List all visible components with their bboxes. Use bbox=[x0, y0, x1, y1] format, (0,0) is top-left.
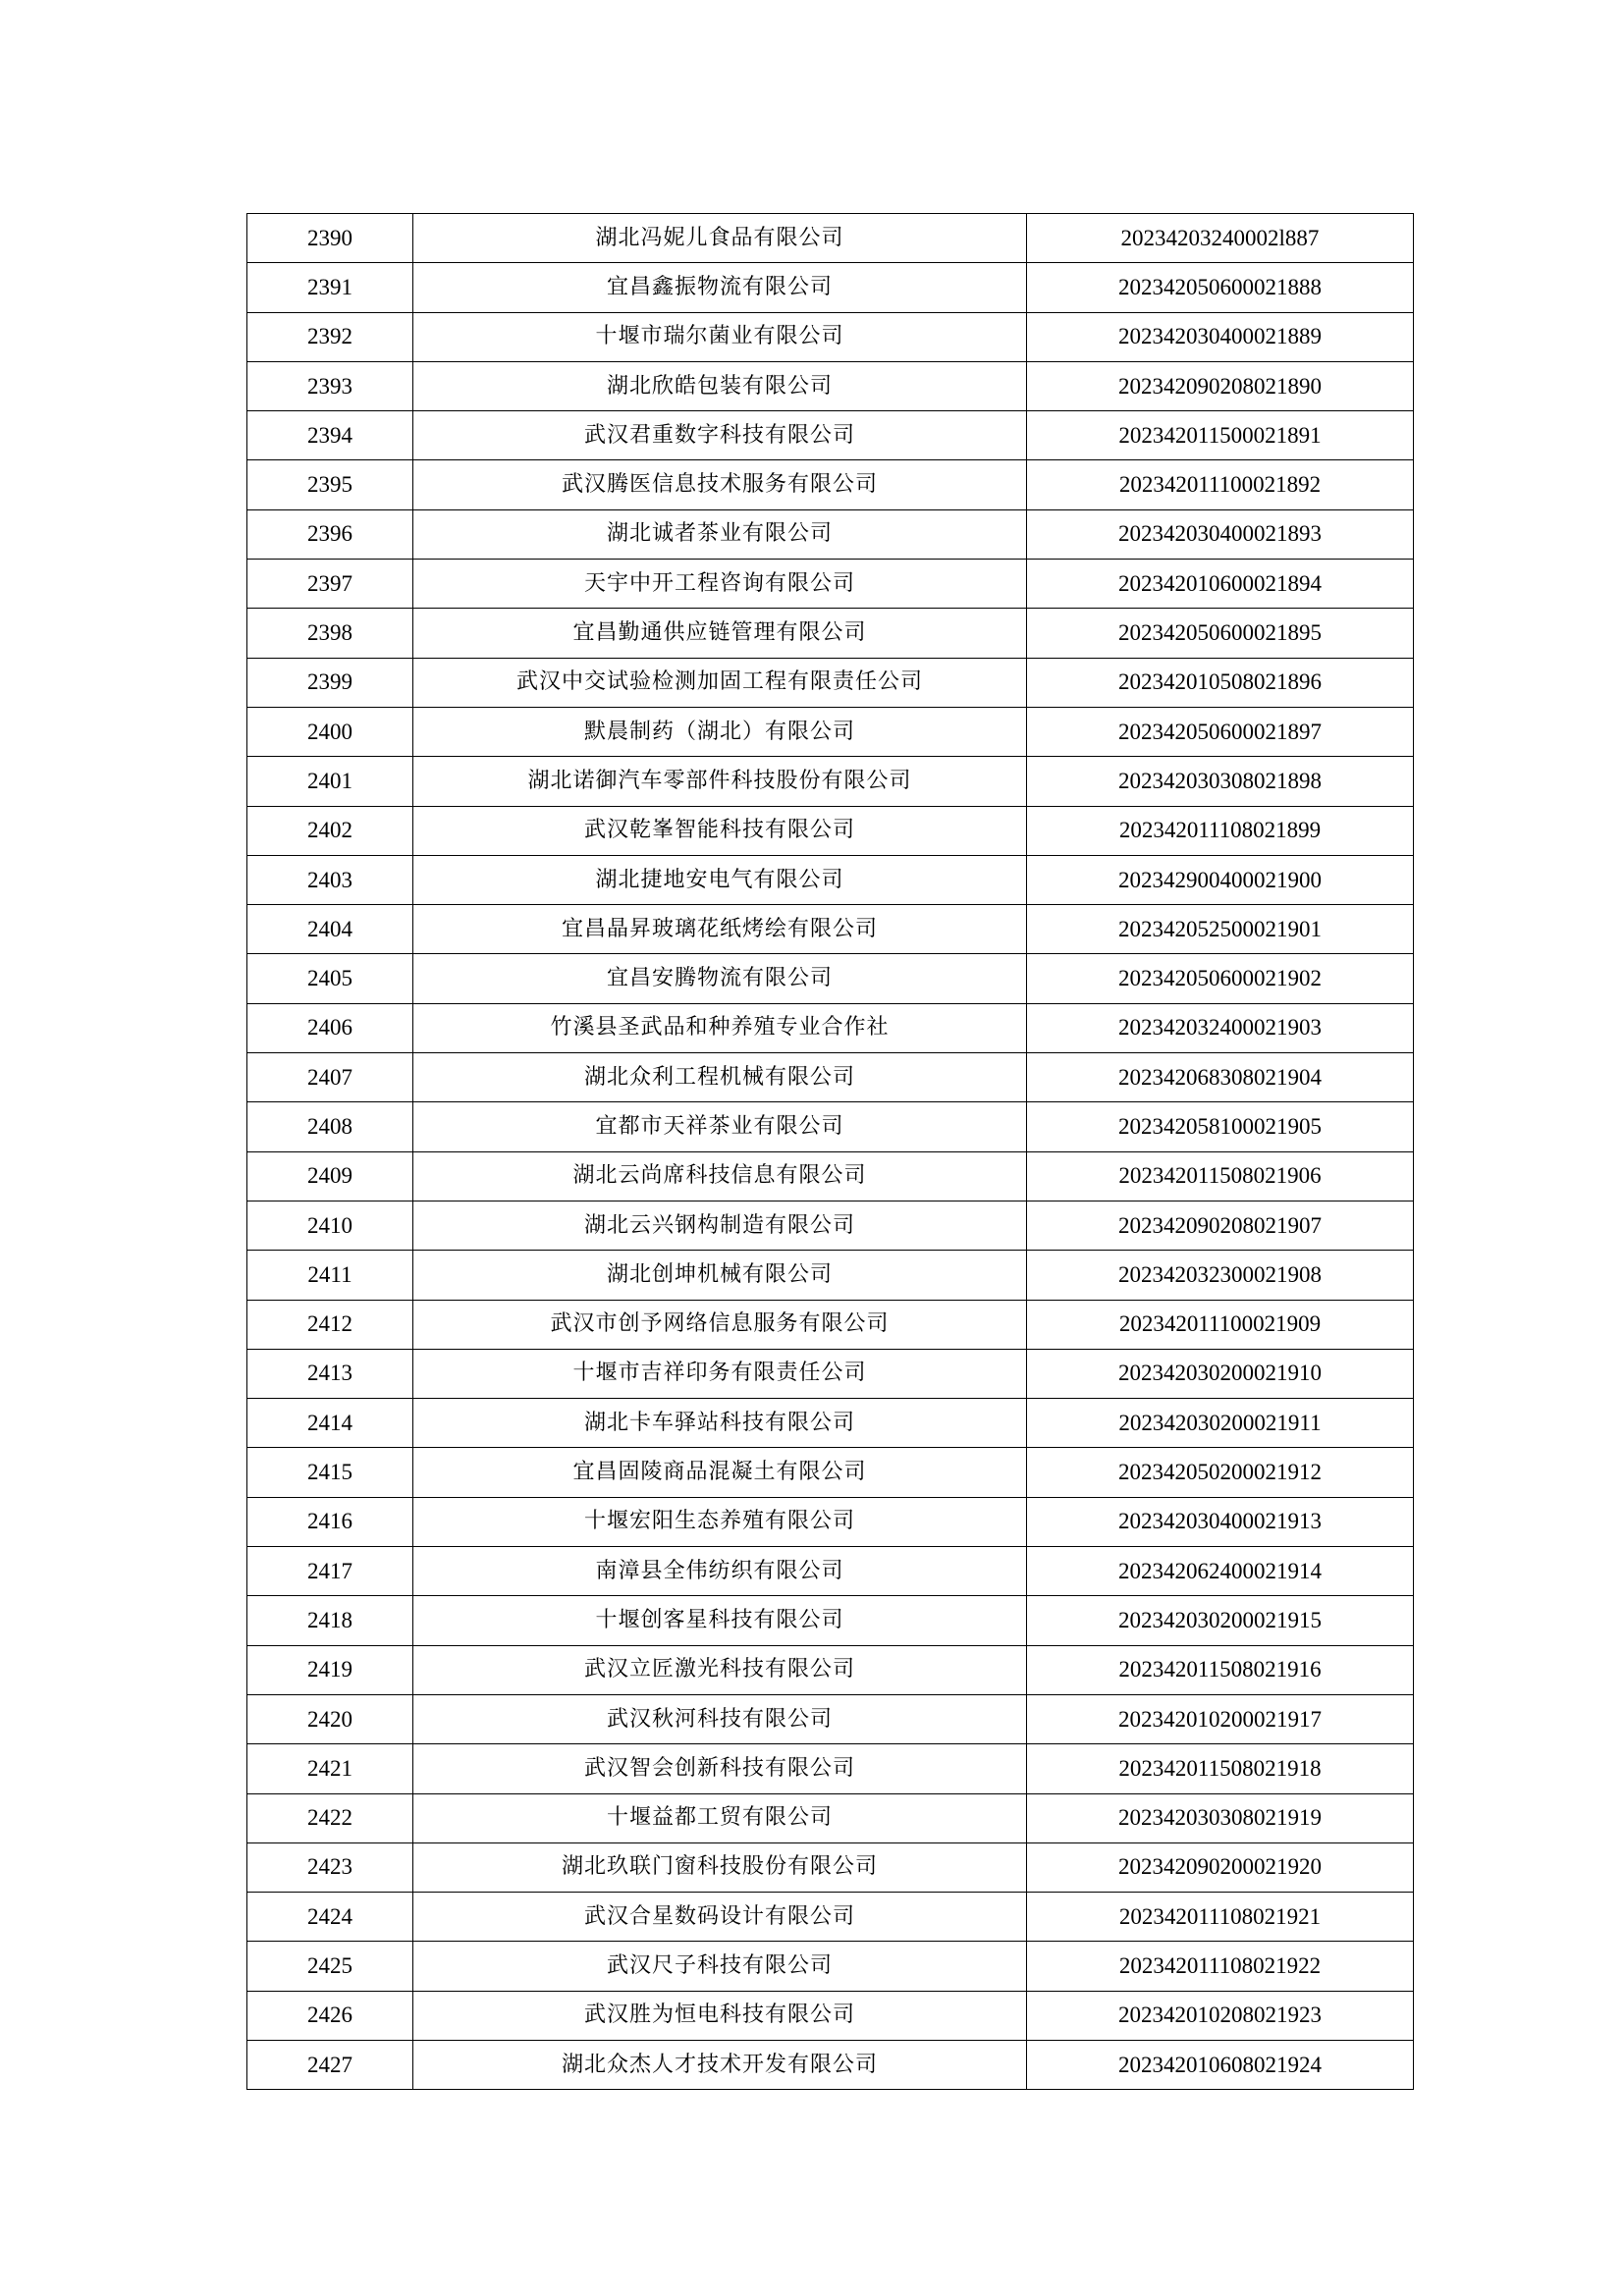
table-row bbox=[247, 214, 1414, 263]
table-row bbox=[247, 1596, 1414, 1645]
table-row bbox=[247, 707, 1414, 756]
company-registry-table bbox=[246, 213, 1414, 2090]
row-index-cell: 2410 bbox=[247, 1201, 413, 1250]
company-name-cell: 宜都市天祥茶业有限公司 bbox=[413, 1102, 1027, 1151]
registration-code-cell: 202342030200021910 bbox=[1027, 1349, 1414, 1398]
row-index-cell: 2424 bbox=[247, 1893, 413, 1942]
registration-code-cell: 202342011508021916 bbox=[1027, 1645, 1414, 1694]
table-row bbox=[247, 1349, 1414, 1398]
row-index-cell: 2416 bbox=[247, 1497, 413, 1546]
registration-code-cell: 202342052500021901 bbox=[1027, 905, 1414, 954]
registration-code-cell: 202342010600021894 bbox=[1027, 560, 1414, 609]
row-index-cell: 2413 bbox=[247, 1349, 413, 1398]
registration-code-cell: 202342011500021891 bbox=[1027, 411, 1414, 460]
table-row bbox=[247, 1942, 1414, 1991]
table-row bbox=[247, 658, 1414, 707]
table-row bbox=[247, 1053, 1414, 1102]
table-row bbox=[247, 1399, 1414, 1448]
row-index-cell: 2395 bbox=[247, 460, 413, 509]
row-index-cell: 2409 bbox=[247, 1151, 413, 1201]
table-row bbox=[247, 1991, 1414, 2040]
company-name-cell: 武汉立匠激光科技有限公司 bbox=[413, 1645, 1027, 1694]
registration-code-cell: 202342030308021919 bbox=[1027, 1793, 1414, 1842]
row-index-cell: 2423 bbox=[247, 1842, 413, 1892]
row-index-cell: 2415 bbox=[247, 1448, 413, 1497]
row-index-cell: 2421 bbox=[247, 1744, 413, 1793]
company-name-cell: 湖北卡车驿站科技有限公司 bbox=[413, 1399, 1027, 1448]
table-row bbox=[247, 1003, 1414, 1052]
registration-code-cell: 202342011108021899 bbox=[1027, 806, 1414, 855]
row-index-cell: 2419 bbox=[247, 1645, 413, 1694]
company-name-cell: 宜昌勤通供应链管理有限公司 bbox=[413, 609, 1027, 658]
row-index-cell: 2392 bbox=[247, 312, 413, 361]
registration-code-cell: 202342032300021908 bbox=[1027, 1251, 1414, 1300]
company-name-cell: 宜昌安腾物流有限公司 bbox=[413, 954, 1027, 1003]
row-index-cell: 2426 bbox=[247, 1991, 413, 2040]
company-name-cell: 武汉市创予网络信息服务有限公司 bbox=[413, 1300, 1027, 1349]
company-name-cell: 武汉秋河科技有限公司 bbox=[413, 1694, 1027, 1743]
row-index-cell: 2400 bbox=[247, 707, 413, 756]
row-index-cell: 2422 bbox=[247, 1793, 413, 1842]
row-index-cell: 2390 bbox=[247, 214, 413, 263]
table-row bbox=[247, 263, 1414, 312]
company-name-cell: 湖北众杰人才技术开发有限公司 bbox=[413, 2040, 1027, 2089]
row-index-cell: 2401 bbox=[247, 757, 413, 806]
company-name-cell: 默晨制药（湖北）有限公司 bbox=[413, 707, 1027, 756]
row-index-cell: 2418 bbox=[247, 1596, 413, 1645]
company-name-cell: 湖北捷地安电气有限公司 bbox=[413, 855, 1027, 904]
registration-code-cell: 202342010200021917 bbox=[1027, 1694, 1414, 1743]
table-row bbox=[247, 1793, 1414, 1842]
company-name-cell: 湖北创坤机械有限公司 bbox=[413, 1251, 1027, 1300]
company-name-cell: 湖北众利工程机械有限公司 bbox=[413, 1053, 1027, 1102]
registration-code-cell: 202342011108021922 bbox=[1027, 1942, 1414, 1991]
table-row bbox=[247, 1448, 1414, 1497]
table-row bbox=[247, 560, 1414, 609]
row-index-cell: 2398 bbox=[247, 609, 413, 658]
company-name-cell: 十堰创客星科技有限公司 bbox=[413, 1596, 1027, 1645]
registration-code-cell: 202342010508021896 bbox=[1027, 658, 1414, 707]
registration-code-cell: 202342068308021904 bbox=[1027, 1053, 1414, 1102]
row-index-cell: 2396 bbox=[247, 509, 413, 559]
registration-code-cell: 202342058100021905 bbox=[1027, 1102, 1414, 1151]
table-row bbox=[247, 954, 1414, 1003]
table-row bbox=[247, 361, 1414, 410]
table-row bbox=[247, 1201, 1414, 1250]
row-index-cell: 2427 bbox=[247, 2040, 413, 2089]
registration-code-cell: 202342030400021893 bbox=[1027, 509, 1414, 559]
company-name-cell: 武汉合星数码设计有限公司 bbox=[413, 1893, 1027, 1942]
registration-code-cell: 202342030400021889 bbox=[1027, 312, 1414, 361]
row-index-cell: 2412 bbox=[247, 1300, 413, 1349]
company-name-cell: 武汉腾医信息技术服务有限公司 bbox=[413, 460, 1027, 509]
company-name-cell: 湖北云尚席科技信息有限公司 bbox=[413, 1151, 1027, 1201]
table-row bbox=[247, 806, 1414, 855]
table-row bbox=[247, 509, 1414, 559]
registration-code-cell: 202342010208021923 bbox=[1027, 1991, 1414, 2040]
registration-code-cell: 202342030200021915 bbox=[1027, 1596, 1414, 1645]
registration-code-cell: 202342030400021913 bbox=[1027, 1497, 1414, 1546]
row-index-cell: 2414 bbox=[247, 1399, 413, 1448]
table-row bbox=[247, 1893, 1414, 1942]
company-name-cell: 十堰市吉祥印务有限责任公司 bbox=[413, 1349, 1027, 1398]
company-name-cell: 天宇中开工程咨询有限公司 bbox=[413, 560, 1027, 609]
registration-code-cell: 202342030200021911 bbox=[1027, 1399, 1414, 1448]
table-row bbox=[247, 1151, 1414, 1201]
row-index-cell: 2405 bbox=[247, 954, 413, 1003]
company-name-cell: 南漳县全伟纺织有限公司 bbox=[413, 1547, 1027, 1596]
company-name-cell: 湖北玖联门窗科技股份有限公司 bbox=[413, 1842, 1027, 1892]
company-name-cell: 武汉中交试验检测加固工程有限责任公司 bbox=[413, 658, 1027, 707]
row-index-cell: 2391 bbox=[247, 263, 413, 312]
table-row bbox=[247, 2040, 1414, 2089]
registration-code-cell: 202342050600021897 bbox=[1027, 707, 1414, 756]
company-name-cell: 湖北诺御汽车零部件科技股份有限公司 bbox=[413, 757, 1027, 806]
registration-code-cell: 202342050200021912 bbox=[1027, 1448, 1414, 1497]
company-name-cell: 十堰市瑞尔菌业有限公司 bbox=[413, 312, 1027, 361]
company-name-cell: 湖北云兴钢构制造有限公司 bbox=[413, 1201, 1027, 1250]
table-row bbox=[247, 460, 1414, 509]
table-row bbox=[247, 757, 1414, 806]
row-index-cell: 2404 bbox=[247, 905, 413, 954]
registration-code-cell: 202342050600021902 bbox=[1027, 954, 1414, 1003]
registration-code-cell: 202342011508021918 bbox=[1027, 1744, 1414, 1793]
row-index-cell: 2403 bbox=[247, 855, 413, 904]
registration-code-cell: 202342090208021890 bbox=[1027, 361, 1414, 410]
registration-code-cell: 202342030308021898 bbox=[1027, 757, 1414, 806]
table-row bbox=[247, 1251, 1414, 1300]
table-row bbox=[247, 1694, 1414, 1743]
row-index-cell: 2417 bbox=[247, 1547, 413, 1596]
row-index-cell: 2425 bbox=[247, 1942, 413, 1991]
row-index-cell: 2394 bbox=[247, 411, 413, 460]
registration-code-cell: 202342090208021907 bbox=[1027, 1201, 1414, 1250]
table-row bbox=[247, 1744, 1414, 1793]
company-name-cell: 宜昌晶昇玻璃花纸烤绘有限公司 bbox=[413, 905, 1027, 954]
company-name-cell: 武汉乾峯智能科技有限公司 bbox=[413, 806, 1027, 855]
row-index-cell: 2420 bbox=[247, 1694, 413, 1743]
registration-code-cell: 202342090200021920 bbox=[1027, 1842, 1414, 1892]
table-row bbox=[247, 312, 1414, 361]
company-name-cell: 竹溪县圣武品和种养殖专业合作社 bbox=[413, 1003, 1027, 1052]
registration-code-cell: 202342032400021903 bbox=[1027, 1003, 1414, 1052]
row-index-cell: 2406 bbox=[247, 1003, 413, 1052]
registration-code-cell: 202342010608021924 bbox=[1027, 2040, 1414, 2089]
row-index-cell: 2411 bbox=[247, 1251, 413, 1300]
company-name-cell: 武汉君重数字科技有限公司 bbox=[413, 411, 1027, 460]
company-name-cell: 武汉胜为恒电科技有限公司 bbox=[413, 1991, 1027, 2040]
row-index-cell: 2402 bbox=[247, 806, 413, 855]
table-row bbox=[247, 1547, 1414, 1596]
table-row bbox=[247, 905, 1414, 954]
registration-code-cell: 202342011508021906 bbox=[1027, 1151, 1414, 1201]
registration-code-cell: 202342900400021900 bbox=[1027, 855, 1414, 904]
company-name-cell: 湖北诚者茶业有限公司 bbox=[413, 509, 1027, 559]
registration-code-cell: 202342011108021921 bbox=[1027, 1893, 1414, 1942]
row-index-cell: 2393 bbox=[247, 361, 413, 410]
company-name-cell: 武汉智会创新科技有限公司 bbox=[413, 1744, 1027, 1793]
company-name-cell: 宜昌鑫振物流有限公司 bbox=[413, 263, 1027, 312]
company-name-cell: 十堰益都工贸有限公司 bbox=[413, 1793, 1027, 1842]
table-row bbox=[247, 609, 1414, 658]
registration-code-cell: 202342011100021909 bbox=[1027, 1300, 1414, 1349]
company-name-cell: 十堰宏阳生态养殖有限公司 bbox=[413, 1497, 1027, 1546]
table-row bbox=[247, 1645, 1414, 1694]
company-name-cell: 宜昌固陵商品混凝土有限公司 bbox=[413, 1448, 1027, 1497]
table-row bbox=[247, 1102, 1414, 1151]
registration-code-cell: 20234203240002l887 bbox=[1027, 214, 1414, 263]
row-index-cell: 2399 bbox=[247, 658, 413, 707]
row-index-cell: 2397 bbox=[247, 560, 413, 609]
registration-code-cell: 202342050600021888 bbox=[1027, 263, 1414, 312]
table-row bbox=[247, 411, 1414, 460]
company-name-cell: 湖北冯妮儿食品有限公司 bbox=[413, 214, 1027, 263]
registration-code-cell: 202342050600021895 bbox=[1027, 609, 1414, 658]
company-name-cell: 湖北欣皓包装有限公司 bbox=[413, 361, 1027, 410]
registration-code-cell: 202342062400021914 bbox=[1027, 1547, 1414, 1596]
row-index-cell: 2408 bbox=[247, 1102, 413, 1151]
table-row bbox=[247, 1300, 1414, 1349]
table-row bbox=[247, 855, 1414, 904]
registration-code-cell: 202342011100021892 bbox=[1027, 460, 1414, 509]
table-body bbox=[247, 214, 1414, 2090]
table-row bbox=[247, 1842, 1414, 1892]
row-index-cell: 2407 bbox=[247, 1053, 413, 1102]
company-name-cell: 武汉尺子科技有限公司 bbox=[413, 1942, 1027, 1991]
table-row bbox=[247, 1497, 1414, 1546]
